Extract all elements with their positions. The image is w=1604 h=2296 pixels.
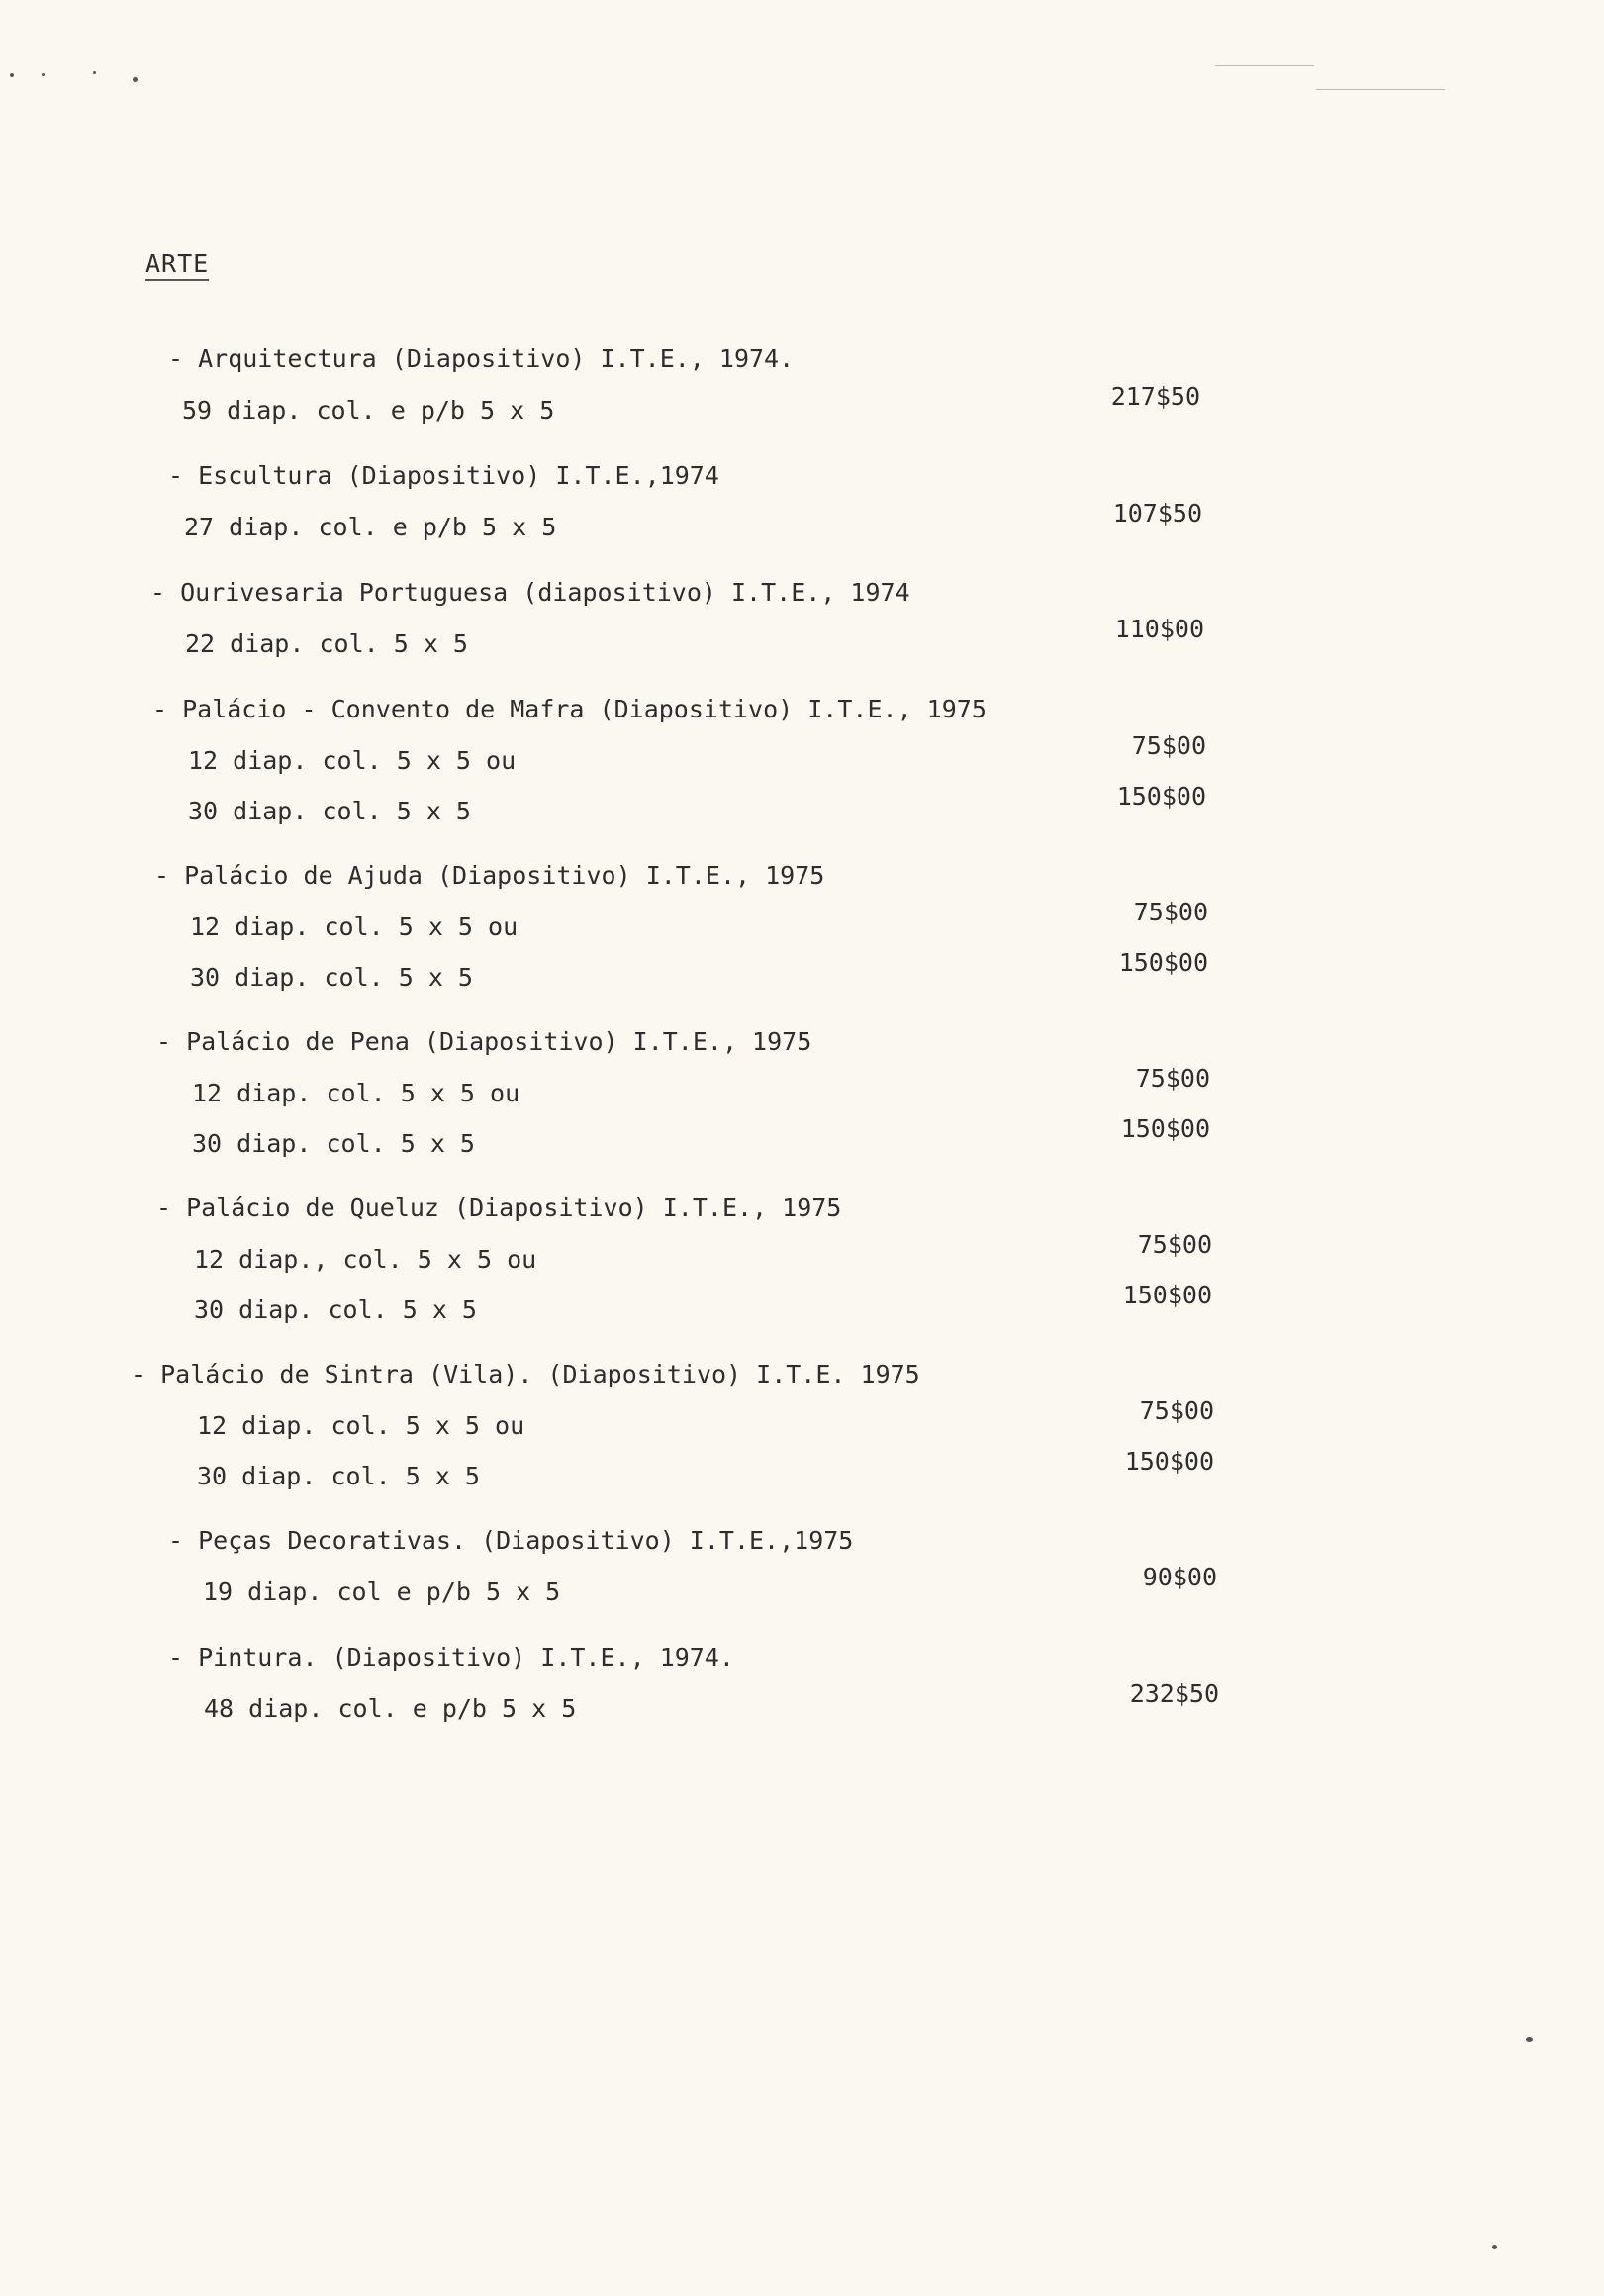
entry-line: 30 diap. col. 5 x 5 bbox=[188, 797, 471, 825]
entry-title-ourivesaria: - Ourivesaria Portuguesa (diapositivo) I.T.E., 1974 bbox=[150, 578, 910, 607]
entry-price: 90$00 bbox=[1142, 1563, 1217, 1591]
entry-title-pena: - Palácio de Pena (Diapositivo) I.T.E., 1975 bbox=[156, 1027, 812, 1056]
entry-price: 75$00 bbox=[1137, 1230, 1212, 1259]
paper-mark bbox=[1215, 65, 1314, 66]
paper-speck bbox=[1526, 2037, 1533, 2042]
entry-price: 150$00 bbox=[1118, 948, 1208, 977]
entry-line: 30 diap. col. 5 x 5 bbox=[190, 963, 473, 992]
entry-title-ajuda: - Palácio de Ajuda (Diapositivo) I.T.E., 1975 bbox=[154, 861, 825, 890]
entry-line: 27 diap. col. e p/b 5 x 5 bbox=[184, 513, 557, 541]
entry-price: 110$00 bbox=[1114, 615, 1204, 643]
entry-price: 75$00 bbox=[1133, 898, 1208, 926]
entry-title-arquitectura: - Arquitectura (Diapositivo) I.T.E., 1974. bbox=[168, 344, 795, 373]
entry-price: 75$00 bbox=[1139, 1396, 1214, 1425]
entry-line: 12 diap., col. 5 x 5 ou bbox=[194, 1245, 537, 1274]
entry-title-mafra: - Palácio - Convento de Mafra (Diapositivo) I.T.E., 1975 bbox=[152, 695, 987, 723]
entry-line: 12 diap. col. 5 x 5 ou bbox=[197, 1411, 525, 1440]
entry-line: 12 diap. col. 5 x 5 ou bbox=[192, 1079, 520, 1107]
entry-title-escultura: - Escultura (Diapositivo) I.T.E.,1974 bbox=[168, 461, 719, 490]
entry-price: 217$50 bbox=[1110, 382, 1200, 411]
entry-line: 22 diap. col. 5 x 5 bbox=[185, 629, 468, 658]
entry-title-queluz: - Palácio de Queluz (Diapositivo) I.T.E., 1975 bbox=[156, 1194, 842, 1222]
paper-speck bbox=[1492, 2245, 1497, 2249]
entry-price: 232$50 bbox=[1129, 1679, 1219, 1708]
entry-line: 12 diap. col. 5 x 5 ou bbox=[190, 912, 519, 941]
entry-line: 48 diap. col. e p/b 5 x 5 bbox=[204, 1694, 577, 1723]
entry-price: 150$00 bbox=[1124, 1447, 1214, 1476]
entry-price: 107$50 bbox=[1112, 499, 1202, 527]
entry-title-pintura: - Pintura. (Diapositivo) I.T.E., 1974. bbox=[168, 1643, 734, 1672]
entry-line: 30 diap. col. 5 x 5 bbox=[197, 1462, 480, 1490]
paper-mark bbox=[1316, 89, 1445, 90]
entry-price: 150$00 bbox=[1116, 782, 1206, 811]
paper-speck bbox=[93, 71, 96, 74]
entry-price: 75$00 bbox=[1135, 1064, 1210, 1093]
paper-speck bbox=[133, 77, 138, 82]
entry-price: 75$00 bbox=[1131, 731, 1206, 760]
entry-line: 19 diap. col e p/b 5 x 5 bbox=[203, 1578, 561, 1606]
entry-line: 59 diap. col. e p/b 5 x 5 bbox=[182, 396, 555, 425]
entry-line: 12 diap. col. 5 x 5 ou bbox=[188, 746, 517, 775]
entry-line: 30 diap. col. 5 x 5 bbox=[194, 1295, 477, 1324]
entry-price: 150$00 bbox=[1122, 1281, 1212, 1309]
entry-title-pecas-decorativas: - Peças Decorativas. (Diapositivo) I.T.E.,1975 bbox=[168, 1526, 854, 1555]
entry-price: 150$00 bbox=[1120, 1114, 1210, 1143]
section-title: ARTE bbox=[145, 249, 209, 281]
paper-speck bbox=[10, 73, 14, 77]
entry-line: 30 diap. col. 5 x 5 bbox=[192, 1129, 475, 1158]
entry-title-sintra: - Palácio de Sintra (Vila). (Diapositivo) I.T.E. 1975 bbox=[131, 1360, 920, 1388]
paper-speck bbox=[42, 73, 45, 76]
